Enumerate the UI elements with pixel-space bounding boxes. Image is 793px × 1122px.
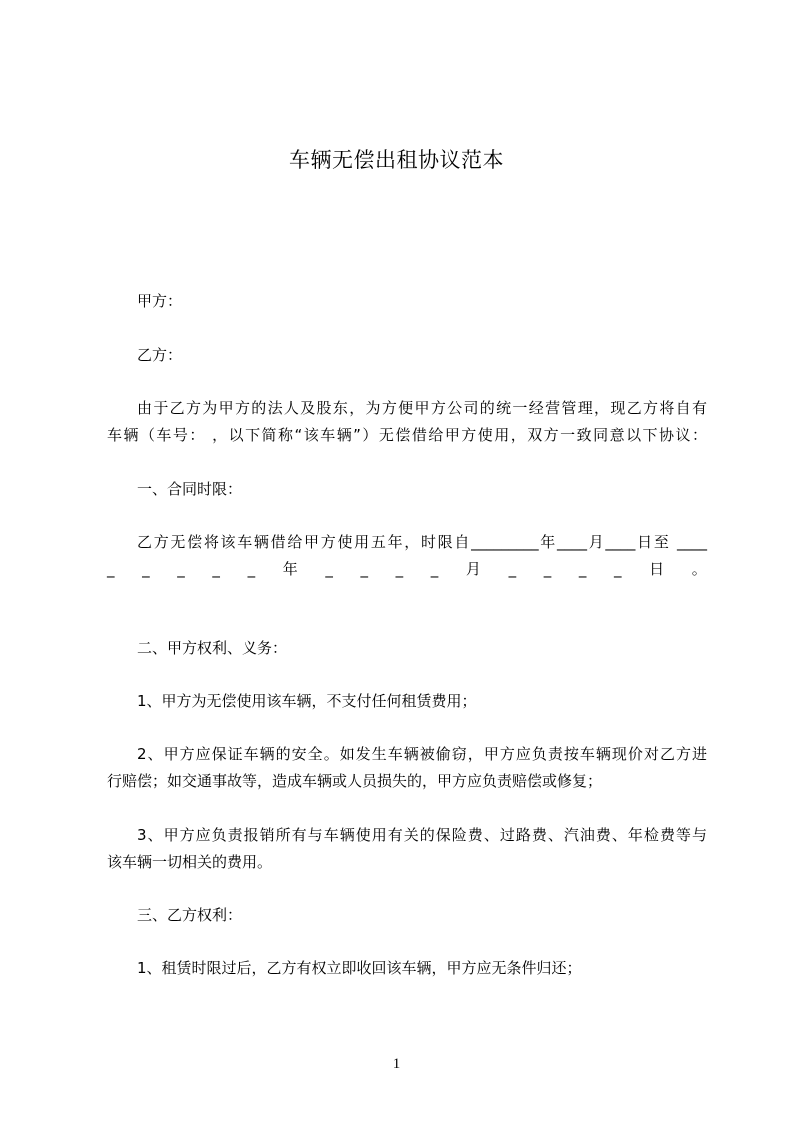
page-number: 1 — [392, 1056, 401, 1072]
section-1-term-line-2 — [107, 558, 707, 580]
term-line-2-token: _ — [325, 560, 333, 578]
section-2-item-1: 1、甲方为无偿使用该车辆，不支付任何租赁费用； — [137, 692, 477, 710]
section-2-item-3-line-1: 3、甲方应负责报销所有与车辆使用有关的保险费、过路费、汽油费、年检费等与 — [137, 826, 707, 844]
term-line-2-token: 年 — [282, 560, 298, 578]
term-line-2-token: _ — [430, 560, 439, 578]
term-line-2-token: _ — [508, 560, 517, 578]
section-2-heading: 二、甲方权利、义务： — [137, 639, 288, 657]
term-line-2-token: _ — [107, 560, 115, 578]
term-line-2-token: _ — [177, 560, 185, 578]
intro-paragraph-line-2: 车辆（车号： ，以下简称“该车辆”）无偿借给甲方使用，双方一致同意以下协议： — [107, 426, 707, 444]
term-line-2-token: 日 — [649, 560, 665, 578]
term-line-2-token: _ — [360, 560, 368, 578]
section-2-item-3-line-2: 该车辆一切相关的费用。 — [107, 853, 273, 871]
term-line-2-token: _ — [142, 560, 150, 578]
term-line-2-token: _ — [543, 560, 552, 578]
section-2-item-2-line-2: 行赔偿；如交通事故等，造成车辆或人员损失的，甲方应负责赔偿或修复； — [107, 772, 603, 790]
section-1-heading: 一、合同时限： — [137, 480, 243, 498]
party-a-label: 甲方： — [137, 292, 183, 310]
section-1-term-line-1: 乙方无偿将该车辆借给甲方使用五年，时限自_________年____月____日至 ____ — [137, 533, 707, 551]
intro-paragraph-line-1: 由于乙方为甲方的法人及股东，为方便甲方公司的统一经营管理，现乙方将自有 — [137, 399, 707, 417]
section-3-item-1: 1、租赁时限过后，乙方有权立即收回该车辆，甲方应无条件归还； — [137, 959, 582, 977]
party-b-label: 乙方： — [137, 346, 183, 364]
term-line-2-token: _ — [247, 560, 256, 578]
section-3-heading: 三、乙方权利： — [137, 906, 243, 924]
term-line-2-token: _ — [614, 560, 622, 578]
term-line-2-token: _ — [395, 560, 404, 578]
term-line-2-token: 。 — [691, 560, 707, 578]
term-line-2-token: _ — [212, 560, 220, 578]
term-line-2-token: 月 — [465, 560, 481, 578]
term-line-2-token: _ — [578, 560, 587, 578]
section-2-item-2-line-1: 2、甲方应保证车辆的安全。如发生车辆被偷窃，甲方应负责按车辆现价对乙方进 — [137, 745, 707, 763]
document-title: 车辆无偿出租协议范本 — [289, 148, 504, 172]
